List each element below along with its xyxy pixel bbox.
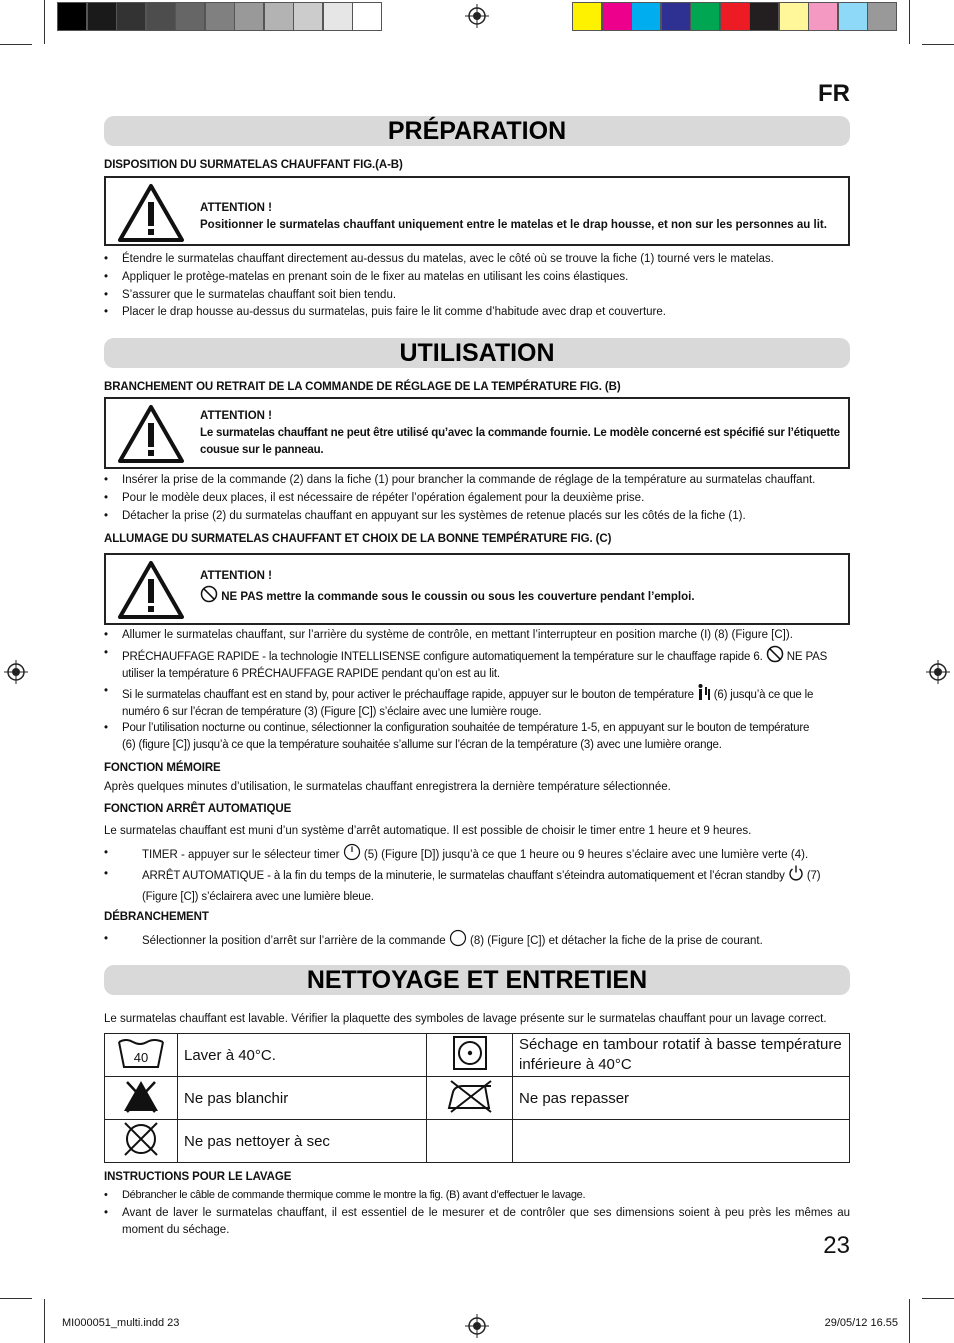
warning-title: ATTENTION ! bbox=[200, 410, 272, 422]
list-item: • Débrancher le câble de commande thermique comme le montre la fig. (B) avant d’effectuer le lavage. bbox=[104, 1189, 586, 1201]
footer-date: 29/05/12 16.55 bbox=[824, 1317, 898, 1329]
warning-triangle-icon bbox=[116, 559, 186, 621]
warning-text: NE PAS mettre la commande sous le coussin ou sous les couverture pendant l’emploi. bbox=[221, 591, 695, 603]
care-text-cell: Séchage en tambour rotatif à basse température inférieure à 40°C bbox=[513, 1034, 850, 1077]
warning-box bbox=[104, 553, 850, 625]
wash-40-icon bbox=[116, 1036, 166, 1070]
color-swatch bbox=[602, 2, 632, 31]
paragraph: Le surmatelas chauffant est lavable. Vérifier la plaquette des symboles de lavage présente sur le surmatelas chauffant pour un lavage correct. bbox=[104, 1013, 827, 1025]
page-number: 23 bbox=[823, 1232, 850, 1259]
crop-mark bbox=[0, 1298, 32, 1299]
registration-mark-icon bbox=[465, 4, 489, 28]
crop-mark bbox=[922, 1298, 954, 1299]
standby-power-icon bbox=[788, 864, 804, 882]
list-item: • Détacher la prise (2) du surmatelas chauffant en appuyant sur les systèmes de retenue placés sur les côtés de la fiche (1). bbox=[104, 510, 746, 522]
registration-mark-icon bbox=[4, 660, 28, 684]
list-item: • Pour l’utilisation nocturne ou continue, sélectionner la configuration souhaitée de température 1-5, en appuyant sur le bouton de température (6) (figure [C]) jusqu’à ce que la température souhaitée s’allume sur l’écran de la température (3) avec une lumière orange. bbox=[104, 722, 810, 751]
table-row bbox=[105, 1077, 850, 1120]
care-text-cell: Ne pas nettoyer à sec bbox=[178, 1120, 427, 1163]
care-symbols-table bbox=[104, 1033, 850, 1163]
subheading: FONCTION MÉMOIRE bbox=[104, 762, 221, 774]
color-swatch bbox=[661, 2, 691, 31]
color-swatch bbox=[175, 2, 205, 31]
care-text-cell-empty bbox=[513, 1120, 850, 1163]
warning-title: ATTENTION ! bbox=[200, 570, 272, 582]
color-swatch bbox=[720, 2, 750, 31]
color-swatch bbox=[631, 2, 661, 31]
color-swatch bbox=[779, 2, 809, 31]
warning-text: Positionner le surmatelas chauffant uniquement entre le matelas et le drap housse, et non sur les personnes au lit. bbox=[200, 219, 827, 231]
off-position-icon bbox=[449, 929, 467, 947]
subheading: DÉBRANCHEMENT bbox=[104, 911, 209, 923]
warning-text: Le surmatelas chauffant ne peut être utilisé qu’avec la commande fournie. Le modèle concerné est spécifié sur l’étiquette cousue sur le panneau. bbox=[200, 427, 840, 456]
list-item: • Sélectionner la position d’arrêt sur l’arrière de la commande (8) (Figure [C]) et détacher la fiche de la prise de courant. bbox=[104, 929, 850, 951]
color-swatch bbox=[234, 2, 264, 31]
section-title-nettoyage: NETTOYAGE ET ENTRETIEN bbox=[104, 965, 850, 995]
paragraph: Le surmatelas chauffant est muni d’un système d’arrêt automatique. Il est possible de choisir le timer entre 1 heure et 9 heures. bbox=[104, 825, 752, 837]
color-swatch bbox=[146, 2, 176, 31]
crop-mark bbox=[909, 0, 910, 44]
warning-box bbox=[104, 176, 850, 246]
warning-triangle-icon bbox=[116, 182, 186, 244]
paragraph: Après quelques minutes d’utilisation, le surmatelas chauffant enregistrera la dernière température sélectionnée. bbox=[104, 781, 671, 793]
color-swatch bbox=[749, 2, 779, 31]
color-swatch bbox=[264, 2, 294, 31]
list-item: • Insérer la prise de la commande (2) dans la fiche (1) pour brancher la commande de réglage de la température au surmatelas chauffant. bbox=[104, 474, 816, 486]
warning-box bbox=[104, 397, 850, 469]
subheading: FONCTION ARRÊT AUTOMATIQUE bbox=[104, 803, 292, 815]
registration-mark-icon bbox=[465, 1314, 489, 1338]
section-title-preparation: PRÉPARATION bbox=[104, 116, 850, 146]
list-item: • TIMER - appuyer sur le sélecteur timer (5) (Figure [D]) jusqu’à ce que 1 heure ou 9 heures s’éclaire avec une lumière verte (4). bbox=[104, 843, 850, 865]
care-text-cell: Ne pas repasser bbox=[513, 1077, 850, 1120]
care-icon-cell bbox=[105, 1077, 178, 1120]
list-item: • Allumer le surmatelas chauffant, sur l’arrière du système de contrôle, en mettant l’interrupteur en position marche (I) (8) (Figure [C]). bbox=[104, 629, 793, 641]
list-item: • Appliquer le protège-matelas en prenant soin de le fixer au matelas en utilisant les coins élastiques. bbox=[104, 271, 629, 283]
warning-triangle-icon bbox=[116, 403, 186, 465]
color-swatch bbox=[352, 2, 382, 31]
care-icon-cell bbox=[427, 1034, 513, 1077]
color-swatch bbox=[690, 2, 720, 31]
section-title-utilisation: UTILISATION bbox=[104, 338, 850, 368]
list-item: • Placer le drap housse au-dessus du surmatelas, puis faire le lit comme d’habitude avec drap et couverture. bbox=[104, 306, 666, 318]
no-bleach-icon bbox=[121, 1078, 161, 1114]
list-item: • S’assurer que le surmatelas chauffant soit bien tendu. bbox=[104, 289, 397, 301]
crop-mark bbox=[922, 44, 954, 45]
warning-title: ATTENTION ! bbox=[200, 202, 272, 214]
temperature-button-icon bbox=[697, 683, 711, 701]
language-code: FR bbox=[818, 80, 850, 107]
prohibited-icon bbox=[766, 645, 784, 663]
list-item: • Avant de laver le surmatelas chauffant, il est essentiel de le mesurer et de contrôler que ses dimensions soient à peu près les mêmes au moment du séchage. bbox=[104, 1207, 850, 1236]
care-text-cell: Ne pas blanchir bbox=[178, 1077, 427, 1120]
subheading: BRANCHEMENT OU RETRAIT DE LA COMMANDE DE RÉGLAGE DE LA TEMPÉRATURE FIG. (B) bbox=[104, 381, 621, 393]
color-swatch bbox=[572, 2, 602, 31]
color-swatch bbox=[808, 2, 838, 31]
crop-mark bbox=[44, 0, 45, 44]
care-text-cell: Laver à 40°C. bbox=[178, 1034, 427, 1077]
timer-icon bbox=[343, 843, 361, 861]
no-iron-icon bbox=[445, 1078, 495, 1114]
list-item: • ARRÊT AUTOMATIQUE - à la fin du temps de la minuterie, le surmatelas chauffant s’éteindra automatiquement et l’écran standby (7) (Figure [C]) s’éclairera avec une lumière bleue. bbox=[104, 864, 850, 908]
care-icon-cell-empty bbox=[427, 1120, 513, 1163]
list-item: • PRÉCHAUFFAGE RAPIDE - la technologie INTELLISENSE configure automatiquement la température sur le chauffage rapide 6. NE PAS utiliser la température 6 PRÉCHAUFFAGE RAPIDE pendant qu’on est au lit. bbox=[104, 647, 828, 680]
care-icon-cell bbox=[105, 1034, 178, 1077]
wash-temp-label: 40 bbox=[133, 1050, 149, 1065]
subheading: INSTRUCTIONS POUR LE LAVAGE bbox=[104, 1171, 292, 1183]
color-swatch bbox=[87, 2, 117, 31]
color-swatch bbox=[293, 2, 323, 31]
color-swatch bbox=[205, 2, 235, 31]
color-swatch bbox=[116, 2, 146, 31]
table-row bbox=[105, 1120, 850, 1163]
list-item: • Si le surmatelas chauffant est en stand by, pour activer le préchauffage rapide, appuyer sur le bouton de température (6) jusqu’à ce que le numéro 6 sur l’écran de température (3) (Figure [C]) s’éclaire avec une lumière rouge. bbox=[104, 685, 814, 718]
list-item: • Étendre le surmatelas chauffant directement au-dessus du matelas, avec le côté où se trouve la fiche (1) tourné vers le matelas. bbox=[104, 253, 774, 265]
care-icon-cell bbox=[105, 1120, 178, 1163]
color-swatch bbox=[57, 2, 87, 31]
crop-mark bbox=[0, 44, 32, 45]
crop-mark bbox=[44, 1299, 45, 1343]
list-item: • Pour le modèle deux places, il est nécessaire de répéter l’opération également pour la deuxième prise. bbox=[104, 492, 645, 504]
footer-filename: MI000051_multi.indd 23 bbox=[62, 1317, 180, 1329]
care-icon-cell bbox=[427, 1077, 513, 1120]
tumble-dry-low-icon bbox=[452, 1035, 488, 1071]
crop-mark bbox=[909, 1299, 910, 1343]
registration-mark-icon bbox=[926, 660, 950, 684]
subheading: DISPOSITION DU SURMATELAS CHAUFFANT FIG.(A-B) bbox=[104, 159, 403, 171]
no-dry-clean-icon bbox=[121, 1120, 161, 1158]
prohibited-icon bbox=[200, 585, 218, 603]
table-row bbox=[105, 1034, 850, 1077]
subheading: ALLUMAGE DU SURMATELAS CHAUFFANT ET CHOIX DE LA BONNE TEMPÉRATURE FIG. (C) bbox=[104, 533, 612, 545]
warning-text-row bbox=[200, 585, 695, 606]
color-swatch bbox=[867, 2, 897, 31]
color-swatch bbox=[323, 2, 353, 31]
color-swatch bbox=[838, 2, 868, 31]
